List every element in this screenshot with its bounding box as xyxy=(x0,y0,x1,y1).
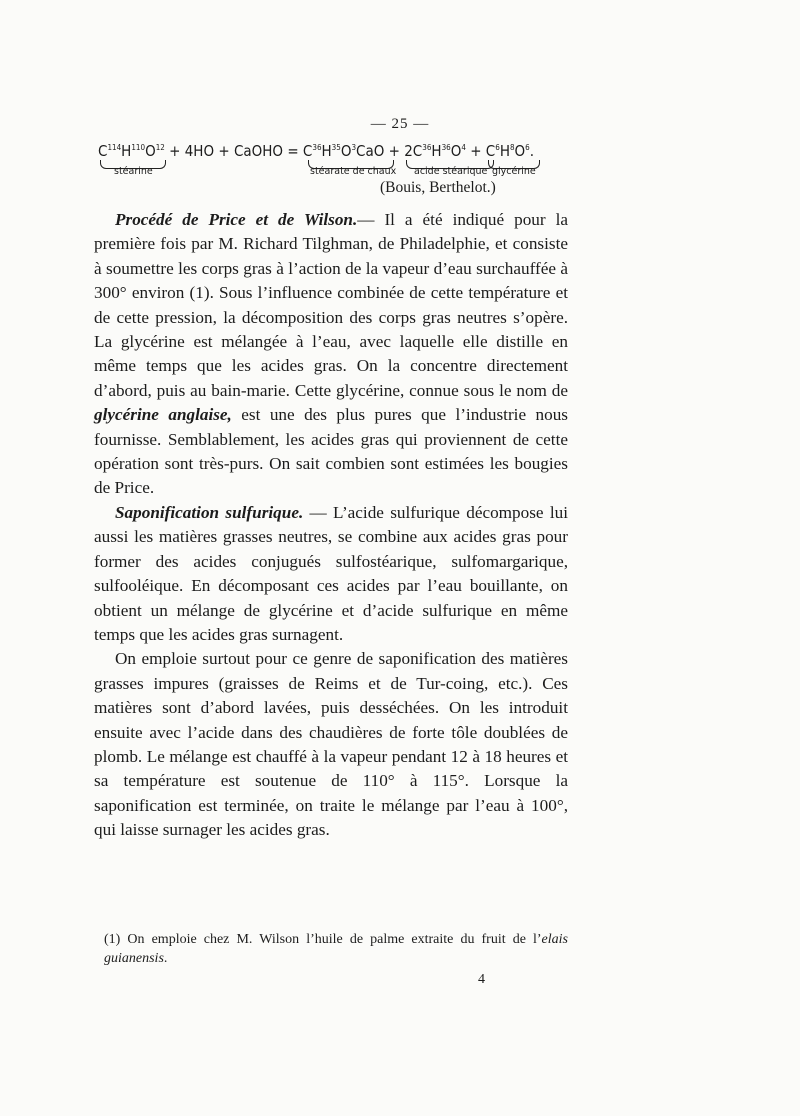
label-stearate: stéarate de chaux xyxy=(310,166,397,177)
label-stearine: stéarine xyxy=(114,166,153,177)
equation-formula: $C^{114}H^{110}O^{12} + 4HO$ + CaOHO = $C^{36}H^{35}O^3CaO + 2C^{36}H^{36}O^4 + C^6H^8O^6$. xyxy=(98,142,535,160)
body-text xyxy=(94,208,568,843)
paragraph-price-wilson: Procédé de Price et de Wilson.— Il a été indiqué pour la première fois par M. Richard Tilghman, de Philadelphie, et consiste à soumettre les corps gras à l’action de la vapeur d’eau surchauffée à 300° environ (1). Sous l’influence combinée de cette température et de cette pression, la décomposition des corps gras neutres s’opère. La glycérine est mélangée à l’eau, avec laquelle elle distille en même temps que les acides gras. On la concentre directement d’abord, puis au bain-marie. Cette glycérine, connue sous le nom de glycérine anglaise, est une des plus pures que l’industrie nous fournisse. Semblablement, les acides gras qui proviennent de cette opération sont très-purs. On sait combien sont estimées les bougies de Price. xyxy=(94,210,568,498)
page-number: — 25 — xyxy=(370,116,430,132)
paragraph-emploi: On emploie surtout pour ce genre de saponification des matières grasses impures (graisses de Reims et de Tur-coing, etc.). Ces matières sont d’abord lavées, puis desséchées. On les introduit ensuite avec l’acide dans des chaudières de forte tôle doublées de plomb. Le mélange est chauffé à la vapeur pendant 12 à 18 heures et sa température est soutenue de 110° à 115°. Lorsque la saponification est terminée, on traite le mélange par l’eau à 100°, qui laisse surnager les acides gras. xyxy=(94,649,568,840)
run-in-title: Saponification sulfurique. xyxy=(115,502,304,522)
run-in-title: Procédé de Price et de Wilson. xyxy=(115,210,358,229)
attribution: (Bouis, Berthelot.) xyxy=(380,179,496,196)
label-glycerine: glycérine xyxy=(492,166,536,177)
paragraph-saponification: Saponification sulfurique. — L’acide sulfurique décompose lui aussi les matières grasses neutres, se combine aux acides gras pour former des acides conjugués sulfostéarique, sulfomargarique, sulfooléique. En décomposant ces acides par l’eau bouillante, on obtient un mélange de glycérine et d’acide sulfurique en même temps que les acides gras surnagent. xyxy=(94,502,568,644)
signature-mark: 4 xyxy=(478,972,485,987)
footnote: (1) On emploie chez M. Wilson l’huile de palme extraite du fruit de l’elais guianensis. xyxy=(104,932,568,966)
label-acide: acide stéarique xyxy=(414,166,488,177)
